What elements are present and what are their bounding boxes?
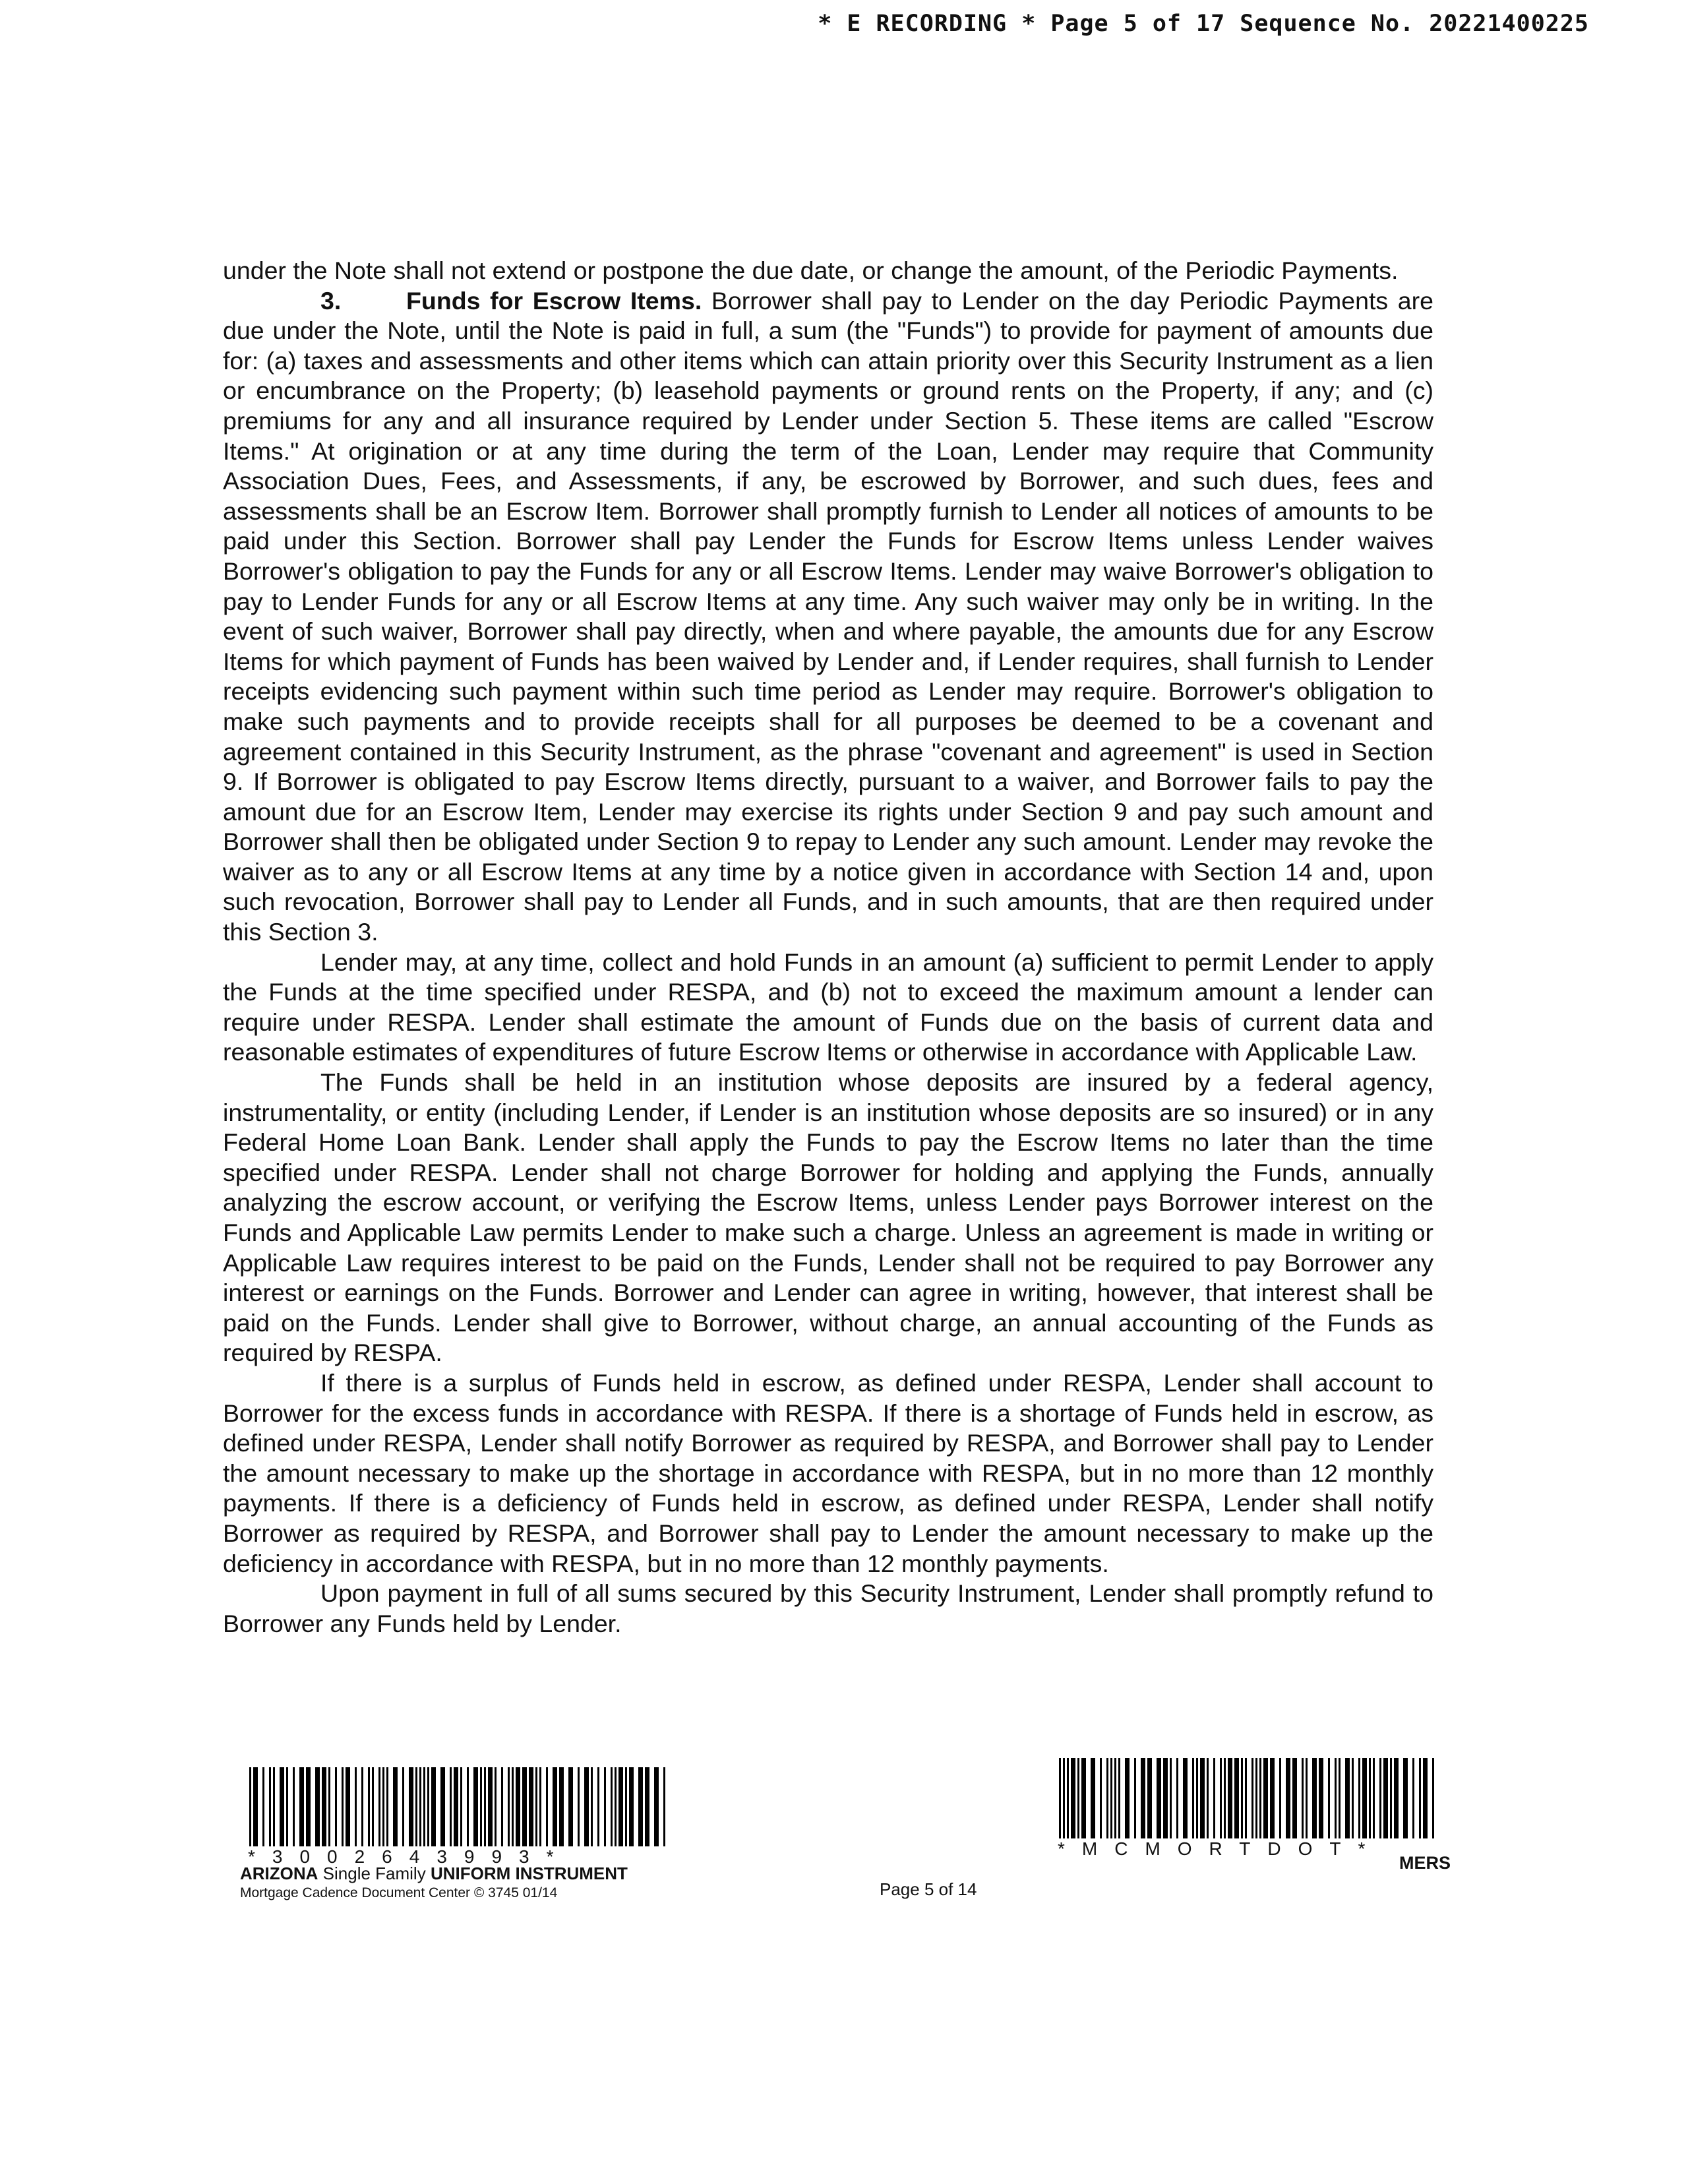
barcode-bar — [1270, 1758, 1275, 1838]
barcode-bar — [522, 1767, 527, 1846]
barcode-bar — [1251, 1758, 1253, 1838]
section-text: Borrower shall pay to Lender on the day Periodic Payments are due under the Note, until the Note is paid in full, a sum (the "Funds") to provide for payment of amounts due for: (a) taxes and assessments and other items which can attain priority over this Security Instrument as a lien or encumbrance on the Property; (b) leasehold payments or ground rents on the Property, if any; and (c) premiums for any and all insurance required by Lender under Section 5. These items are called "Escrow Items." At origination or at any time during the term of the Loan, Lender may require that Community Association Dues, Fees, and Assessments, if any, be escrowed by Borrower, and such dues, fees and assessments shall be an Escrow Item. Borrower shall promptly furnish to Lender all notices of amounts to be paid under this Section. Borrower shall pay Lender the Funds for Escrow Items unless Lender waives Borrower's obligation to pay the Funds for any or all Escrow Items. Lender may waive Borrower's obligation to pay to Lender Funds for any or all Escrow Items at any time. Any such waiver may only be in writing. In the event of such waiver, Borrower shall pay directly, when and where payable, the amounts due for any Escrow Items for which payment of Funds has been waived by Lender and, if Lender requires, shall furnish to Lender receipts evidencing such payment within such time period as Lender may require. Borrower's obligation to make such payments and to provide receipts shall for all purposes be deemed to be a covenant and agreement contained in this Security Instrument, as the phrase "covenant and agreement" is used in Section 9. If Borrower is obligated to pay Escrow Items directly, pursuant to a waiver, and Borrower fails to pay the amount due for an Escrow Item, Lender may exercise its rights under Section 9 and pay such amount and Borrower shall then be obligated under Section 9 to repay to Lender any such amount. Lender may revoke the waiver as to any or all Escrow Items at any time by a notice given in accordance with Section 14 and, upon such revocation, Borrower shall pay to Lender all Funds, and in such amounts, that are then required under this Section 3. — [223, 286, 1433, 946]
barcode-bar — [262, 1767, 264, 1846]
barcode-bar — [382, 1767, 384, 1846]
barcode-bar — [273, 1767, 275, 1846]
section-number: 3. — [320, 286, 342, 315]
barcode-bar — [1106, 1758, 1108, 1838]
barcode-bar — [611, 1767, 613, 1846]
barcode-bar — [638, 1767, 643, 1846]
barcode-bar — [1100, 1758, 1102, 1838]
barcode-bar — [1063, 1758, 1065, 1838]
barcode-left-text: *3002643993* — [248, 1846, 571, 1867]
barcode-bar — [1228, 1758, 1232, 1838]
barcode-bar — [591, 1767, 593, 1846]
barcode-bar — [1339, 1758, 1341, 1838]
barcode-bar — [584, 1767, 589, 1846]
barcode-bar — [372, 1767, 374, 1846]
barcode-bar — [1383, 1758, 1388, 1838]
barcode-bar — [1390, 1758, 1392, 1838]
barcode-bar — [1423, 1758, 1428, 1838]
barcode-bar — [1328, 1758, 1330, 1838]
barcode-bar — [293, 1767, 295, 1846]
barcode-bar — [1358, 1758, 1360, 1838]
barcode-bar — [1207, 1758, 1209, 1838]
form-identifier — [240, 1864, 628, 1903]
barcode-bar — [368, 1767, 370, 1846]
barcode-bar — [1110, 1758, 1112, 1838]
funds-hold-paragraph: Lender may, at any time, collect and hold Funds in an amount (a) sufficient to permit Lender to apply the Funds at the time specified under RESPA, and (b) not to exceed the maximum amount a lender can require under RESPA. Lender shall estimate the amount of Funds due on the basis of current data and reasonable estimates of expenditures of future Escrow Items or otherwise in accordance with Applicable Law. — [223, 948, 1433, 1066]
barcode-bar — [415, 1767, 417, 1846]
barcode-bar — [386, 1767, 388, 1846]
barcode-bar — [553, 1767, 557, 1846]
barcode-bar — [253, 1767, 258, 1846]
funds-institution-paragraph: The Funds shall be held in an institution whose deposits are insured by a federal agency, instrumentality, or entity (including Lender, if Lender is an institution whose deposits are so insured) or in any Federal Home Loan Bank. Lender shall apply the Funds to pay the Escrow Items no later than the time specified under RESPA. Lender shall not charge Borrower for holding and applying the Funds, annually analyzing the escrow account, or verifying the Escrow Items, unless Lender pays Borrower interest on the Funds and Applicable Law permits Lender to make such a charge. Unless an agreement is made in writing or Applicable Law requires interest to be paid on the Funds, Lender shall not be required to pay Borrower any interest or earnings on the Funds. Borrower and Lender can agree in writing, however, that interest shall be paid on the Funds. Lender shall give to Borrower, without charge, an annual accounting of the Funds as required by RESPA. — [223, 1068, 1433, 1367]
barcode-bar — [440, 1767, 445, 1846]
barcode-bar — [1141, 1758, 1145, 1838]
barcode-bar — [419, 1767, 421, 1846]
barcode-bar — [1403, 1758, 1408, 1838]
barcode-right-bars — [1058, 1758, 1440, 1838]
barcode-bar — [1255, 1758, 1257, 1838]
barcode-bar — [269, 1767, 271, 1846]
barcode-bar — [342, 1767, 344, 1846]
barcode-bar — [480, 1767, 482, 1846]
barcode-bar — [625, 1767, 627, 1846]
barcode-bar — [1059, 1758, 1061, 1838]
barcode-bar — [535, 1767, 537, 1846]
barcode-bar — [568, 1767, 573, 1846]
form-state: ARIZONA — [240, 1864, 318, 1883]
barcode-bar — [473, 1767, 478, 1846]
barcode-bar — [467, 1767, 469, 1846]
barcode-bar — [1067, 1758, 1069, 1838]
barcode-bar — [1170, 1758, 1172, 1838]
barcode-bar — [1362, 1758, 1367, 1838]
barcode-bar — [1077, 1758, 1079, 1838]
barcode-bar — [615, 1767, 617, 1846]
barcode-bar — [1263, 1758, 1268, 1838]
barcode-bar — [393, 1767, 398, 1846]
surplus-paragraph: If there is a surplus of Funds held in escrow, as defined under RESPA, Lender shall account to Borrower for the excess funds in accordance with RESPA. If there is a shortage of Funds held in escrow, as defined under RESPA, Lender shall notify Borrower as required by RESPA, and Borrower shall pay to Lender the amount necessary to make up the shortage in accordance with RESPA, but in no more than 12 monthly payments. If there is a deficiency of Funds held in escrow, as defined under RESPA, Lender shall notify Borrower as required by RESPA, and Borrower shall pay to Lender the amount necessary to make up the deficiency in accordance with RESPA, but in no more than 12 monthly payments. — [223, 1368, 1433, 1577]
barcode-left-bars — [248, 1767, 670, 1846]
barcode-bar — [328, 1767, 330, 1846]
barcode-bar — [1081, 1758, 1086, 1838]
continuation-paragraph: under the Note shall not extend or postpone the due date, or change the amount, of the Periodic Payments. — [223, 257, 1399, 284]
barcode-bar — [618, 1767, 623, 1846]
barcode-bar — [508, 1767, 510, 1846]
barcode-bar — [1279, 1758, 1281, 1838]
barcode-bar — [1176, 1758, 1178, 1838]
document-body — [223, 256, 1433, 1639]
barcode-bar — [1125, 1758, 1130, 1838]
barcode-bar — [402, 1767, 404, 1846]
barcode-bar — [495, 1767, 497, 1846]
barcode-bar — [1196, 1758, 1198, 1838]
barcode-bar — [460, 1767, 462, 1846]
barcode-bar — [1379, 1758, 1381, 1838]
barcode-bar — [1306, 1758, 1308, 1838]
barcode-bar — [1245, 1758, 1247, 1838]
barcode-bar — [322, 1767, 326, 1846]
barcode-bar — [1412, 1758, 1414, 1838]
barcode-bar — [306, 1767, 311, 1846]
barcode-bar — [1259, 1758, 1261, 1838]
barcode-bar — [1183, 1758, 1188, 1838]
barcode-bar — [488, 1767, 493, 1846]
barcode-bar — [249, 1767, 251, 1846]
barcode-bar — [1134, 1758, 1136, 1838]
barcode-bar — [663, 1767, 665, 1846]
recording-header: * E RECORDING * Page 5 of 17 Sequence No. 20221400225 — [818, 11, 1589, 37]
barcode-bar — [1071, 1758, 1075, 1838]
barcode-bar — [454, 1767, 458, 1846]
barcode-bar — [654, 1767, 659, 1846]
barcode-bar — [629, 1767, 634, 1846]
barcode-bar — [1241, 1758, 1243, 1838]
barcode-bar — [409, 1767, 413, 1846]
barcode-bar — [1373, 1758, 1375, 1838]
barcode-bar — [516, 1767, 520, 1846]
barcode-bar — [512, 1767, 514, 1846]
barcode-bar — [355, 1767, 357, 1846]
barcode-bar — [578, 1767, 580, 1846]
refund-paragraph: Upon payment in full of all sums secured by this Security Instrument, Lender shall promptly refund to Borrower any Funds held by Lender. — [223, 1579, 1433, 1637]
barcode-bar — [286, 1767, 288, 1846]
barcode-bar — [539, 1767, 541, 1846]
form-type: Single Family — [318, 1864, 431, 1883]
section-title: Funds for Escrow Items. — [406, 286, 702, 315]
barcode-bar — [597, 1767, 599, 1846]
page-number: Page 5 of 14 — [880, 1879, 977, 1899]
barcode-bar — [1292, 1758, 1297, 1838]
barcode-bar — [1114, 1758, 1116, 1838]
barcode-right — [1058, 1758, 1440, 1858]
barcode-bar — [335, 1767, 337, 1846]
barcode-bar — [346, 1767, 350, 1846]
barcode-bar — [1335, 1758, 1337, 1838]
barcode-bar — [1118, 1758, 1120, 1838]
barcode-bar — [1394, 1758, 1399, 1838]
barcode-bar — [431, 1767, 436, 1846]
barcode-bar — [1220, 1758, 1222, 1838]
barcode-right-text: *MCMORTDOT* — [1058, 1838, 1383, 1859]
barcode-bar — [1312, 1758, 1317, 1838]
barcode-bar — [1091, 1758, 1095, 1838]
barcode-bar — [546, 1767, 548, 1846]
barcode-bar — [1147, 1758, 1152, 1838]
barcode-bar — [501, 1767, 503, 1846]
barcode-bar — [559, 1767, 564, 1846]
barcode-bar — [1302, 1758, 1304, 1838]
barcode-bar — [299, 1767, 304, 1846]
barcode-bar — [1163, 1758, 1168, 1838]
barcode-bar — [484, 1767, 486, 1846]
barcode-left — [248, 1767, 670, 1866]
barcode-bar — [1234, 1758, 1239, 1838]
barcode-bar — [1319, 1758, 1323, 1838]
barcode-bar — [361, 1767, 363, 1846]
barcode-bar — [1352, 1758, 1354, 1838]
barcode-bar — [423, 1767, 425, 1846]
barcode-bar — [1157, 1758, 1161, 1838]
barcode-bar — [1213, 1758, 1215, 1838]
barcode-bar — [604, 1767, 606, 1846]
barcode-bar — [1432, 1758, 1434, 1838]
barcode-bar — [1224, 1758, 1226, 1838]
barcode-bar — [1419, 1758, 1421, 1838]
barcode-bar — [1200, 1758, 1205, 1838]
barcode-bar — [315, 1767, 320, 1846]
barcode-bar — [280, 1767, 284, 1846]
mers-label: MERS — [1399, 1853, 1451, 1873]
barcode-bar — [427, 1767, 429, 1846]
barcode-bar — [378, 1767, 380, 1846]
barcode-bar — [1192, 1758, 1194, 1838]
barcode-bar — [1369, 1758, 1371, 1838]
section-3-paragraph — [223, 286, 1433, 948]
form-source: Mortgage Cadence Document Center © 3745 01/14 — [240, 1885, 558, 1900]
barcode-bar — [529, 1767, 533, 1846]
form-instrument: UNIFORM INSTRUMENT — [430, 1864, 628, 1883]
barcode-bar — [450, 1767, 452, 1846]
barcode-bar — [645, 1767, 649, 1846]
barcode-bar — [1345, 1758, 1350, 1838]
barcode-bar — [1286, 1758, 1290, 1838]
